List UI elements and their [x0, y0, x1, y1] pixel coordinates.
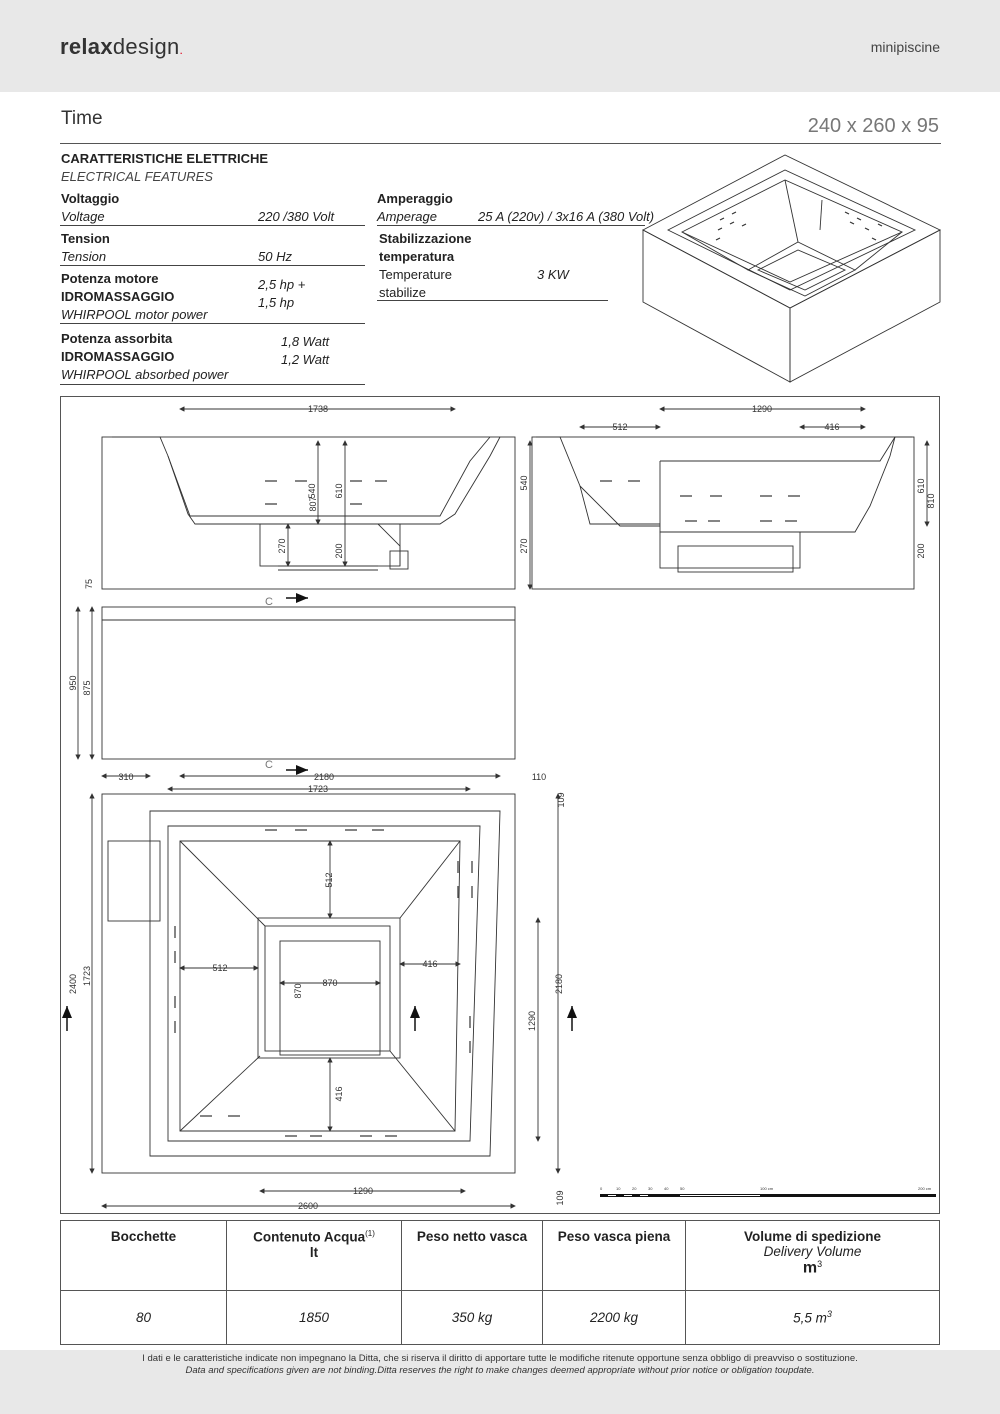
dim-label: 110 — [531, 772, 547, 782]
dim-label: 807 — [308, 496, 318, 512]
category-label: minipiscine — [870, 39, 940, 55]
value-volume-text: 5,5 m — [793, 1310, 827, 1326]
dim-label: 270 — [519, 538, 529, 554]
stabilization-label-en: Temperature — [379, 267, 452, 282]
tub-rim-inner — [668, 170, 915, 290]
value-volume — [686, 1291, 940, 1345]
header-full-weight-text: Peso vasca piena — [557, 1229, 671, 1244]
scale-label: 10 — [616, 1186, 621, 1191]
dim-label: 870 — [293, 983, 303, 999]
footer-disclaimer-en: Data and specifications given are not binding.Ditta reserves the right to make changes deemed appropriate without prior notice or obligation toupdate. — [185, 1365, 815, 1376]
header-volume-text: Volume di spedizione — [743, 1229, 882, 1244]
electrical-heading-en: ELECTRICAL FEATURES — [61, 169, 213, 184]
whirlpool-jets — [175, 481, 800, 1136]
scale-label: 30 — [648, 1186, 653, 1191]
row-divider — [60, 384, 365, 385]
dim-label: 540 — [519, 475, 529, 491]
product-title: Time — [61, 108, 103, 129]
dimension-labels — [68, 404, 936, 1211]
dim-label: 870 — [322, 978, 338, 988]
tub-left-face — [643, 230, 790, 382]
motor-label: Potenza motore — [61, 271, 159, 286]
stabilization-value: 3 KW — [537, 267, 569, 282]
row-divider — [377, 300, 608, 301]
dim-label: 200 — [334, 543, 344, 559]
plan-control-box — [108, 841, 160, 921]
dim-label: 875 — [82, 680, 92, 696]
dim-label: 2180 — [313, 772, 335, 782]
dim-label: 2180 — [554, 973, 564, 995]
scale-label: 40 — [664, 1186, 669, 1191]
section-c-label: C — [265, 759, 273, 771]
dim-label: 1290 — [527, 1010, 537, 1032]
amperage-label-en: Amperage — [377, 209, 437, 224]
header-nozzles — [61, 1221, 227, 1291]
row-divider — [60, 323, 365, 324]
absorbed-value-1: 1,8 Watt — [281, 334, 330, 349]
row-divider — [60, 265, 365, 266]
dim-label: 310 — [118, 772, 134, 782]
scale-label: 50 — [680, 1186, 685, 1191]
motor-label-2: IDROMASSAGGIO — [61, 289, 175, 304]
dim-label: 610 — [916, 478, 926, 494]
brand-logo — [60, 34, 183, 60]
header-net-weight-text: Peso netto vasca — [416, 1229, 528, 1244]
dim-label: 1723 — [307, 784, 329, 794]
header-volume-unit-sup: 3 — [817, 1259, 823, 1269]
dim-label: 512 — [612, 422, 628, 432]
header-volume-unit: m — [802, 1259, 818, 1277]
tension-value: 50 Hz — [258, 249, 292, 264]
value-volume-sup: 3 — [826, 1309, 832, 1320]
page-footer — [0, 1350, 1000, 1414]
motor-label-en: WHIRPOOL motor power — [61, 307, 208, 322]
dim-label: 1738 — [307, 404, 329, 414]
value-full-weight: 2200 kg — [543, 1291, 686, 1345]
row-divider — [60, 225, 365, 226]
footer-disclaimer-it: I dati e le caratteristiche indicate non impegnano la Ditta, che si riserva il diritto di apportare tutte le modifiche ritenute opportune senza obbligo di preavviso o sostituzione. — [142, 1353, 858, 1364]
value-water: 1850 — [227, 1291, 402, 1345]
header-volume-en: Delivery Volume — [763, 1244, 862, 1259]
title-rule — [60, 143, 941, 144]
brand-bold: relax — [60, 34, 113, 59]
tub-top-face — [643, 155, 940, 308]
brand-light: design — [112, 34, 180, 59]
scale-label: 20 — [632, 1186, 637, 1191]
absorbed-label: Potenza assorbita — [61, 331, 173, 346]
tub-footwell — [748, 242, 855, 296]
dim-label: 200 — [916, 543, 926, 559]
spec-table-value-row — [61, 1291, 940, 1345]
page-header — [0, 0, 1000, 92]
section-c-label: C — [265, 596, 273, 608]
header-water — [227, 1221, 402, 1291]
amperage-value: 25 A (220v) / 3x16 A (380 Volt) — [478, 209, 655, 224]
dim-label: 75 — [84, 578, 94, 590]
dim-label: 270 — [277, 538, 287, 554]
voltage-label-en: Voltage — [61, 209, 105, 224]
section-side-box — [532, 437, 914, 589]
dim-label: 540 — [307, 483, 317, 499]
brand-dot: . — [179, 43, 184, 57]
row-divider — [377, 225, 645, 226]
motor-value-1: 2,5 hp + — [258, 277, 306, 292]
header-net-weight — [402, 1221, 543, 1291]
dim-label: 950 — [68, 675, 78, 691]
product-dimensions: 240 x 260 x 95 — [807, 115, 939, 137]
dim-label: 610 — [334, 483, 344, 499]
header-full-weight — [543, 1221, 686, 1291]
spec-table-header-row — [61, 1221, 940, 1291]
motor-value-2: 1,5 hp — [258, 295, 295, 310]
technical-drawing — [60, 396, 940, 1214]
voltage-value: 220 /380 Volt — [258, 209, 335, 224]
dim-label: 1723 — [82, 965, 92, 987]
dim-label: 2400 — [68, 973, 78, 995]
header-water-unit: lt — [309, 1244, 319, 1260]
scale-bar — [600, 1186, 936, 1197]
scale-label: 100 cm — [760, 1186, 774, 1191]
scale-label: 200 cm — [918, 1186, 932, 1191]
header-water-sup: (1) — [365, 1229, 375, 1238]
amperage-label: Amperaggio — [377, 191, 453, 206]
dim-label: 416 — [422, 959, 438, 969]
spec-table — [60, 1220, 940, 1345]
stabilization-label-2: temperatura — [379, 249, 455, 264]
dim-label: 1290 — [751, 404, 773, 414]
value-nozzles: 80 — [61, 1291, 227, 1345]
stabilization-label: Stabilizzazione — [379, 231, 472, 246]
absorbed-label-en: WHIRPOOL absorbed power — [61, 367, 229, 382]
absorbed-label-2: IDROMASSAGGIO — [61, 349, 175, 364]
elevation-box — [102, 607, 515, 759]
dim-label: 416 — [334, 1086, 344, 1102]
plan-seat-block — [258, 918, 400, 1058]
header-nozzles-text: Bocchette — [110, 1229, 177, 1244]
tub-isometric-illustration — [640, 150, 945, 385]
voltage-label: Voltaggio — [61, 191, 120, 206]
dim-label: 1290 — [352, 1186, 374, 1196]
dim-label: 2600 — [297, 1201, 319, 1211]
tension-label: Tension — [61, 231, 110, 246]
header-volume — [686, 1221, 940, 1291]
absorbed-value-2: 1,2 Watt — [281, 352, 330, 367]
scale-label: 0 — [600, 1186, 603, 1191]
tension-label-en: Tension — [61, 249, 107, 264]
dim-label: 416 — [824, 422, 840, 432]
tub-right-face — [790, 230, 940, 382]
dim-label: 109 — [555, 1190, 565, 1206]
header-water-text: Contenuto Acqua — [253, 1229, 366, 1245]
value-net-weight: 350 kg — [402, 1291, 543, 1345]
dim-label: 109 — [556, 792, 566, 808]
dim-label: 512 — [212, 963, 228, 973]
plan-box — [102, 794, 515, 1173]
electrical-heading: CARATTERISTICHE ELETTRICHE — [61, 151, 269, 166]
dim-label: 512 — [324, 872, 334, 888]
dim-label: 810 — [926, 493, 936, 509]
stabilization-label-en-2: stabilize — [379, 285, 426, 300]
